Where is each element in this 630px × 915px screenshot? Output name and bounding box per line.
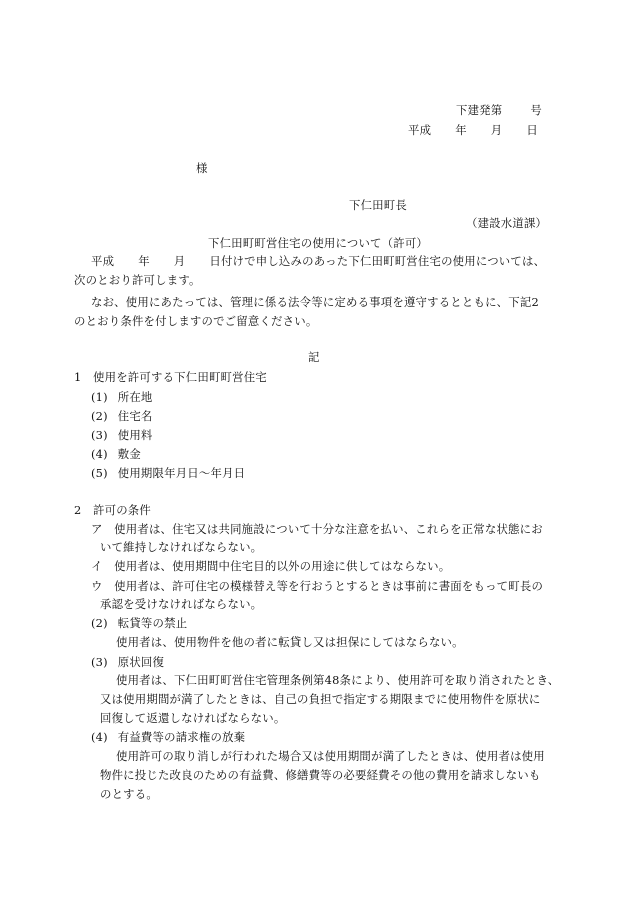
issuer-department: （建設水道課）	[466, 216, 548, 230]
p1-era: 平成	[91, 254, 115, 268]
section-1-item	[91, 389, 153, 405]
p1-year: 年	[138, 254, 150, 268]
condition-i-line-1: イ 使用者は、使用期間中住宅目的以外の用途に供してはならない。	[91, 559, 451, 573]
document-subject: 下仁田町町営住宅の使用について（許可）	[208, 236, 428, 250]
condition-u-line-1: ウ 使用者は、許可住宅の模様替え等を行おうとするときは事前に書面をもって町長の	[91, 579, 544, 593]
condition-u-line-2: 承認を受けなければならない。	[100, 597, 263, 611]
condition-3-line-1: 使用者は、下仁田町町営住宅管理条例第48条により、使用許可を取り消されたとき、	[116, 673, 560, 687]
item-label: 使用期限年月日～年月日	[117, 466, 246, 480]
date-era: 平成	[408, 123, 432, 137]
document-number-suffix: 号	[530, 103, 542, 117]
section-1-item	[91, 427, 153, 443]
body-paragraph-1-line-2: 次のとおり許可します。	[74, 273, 201, 287]
section-1-item	[91, 446, 141, 462]
item-number: (4)	[91, 447, 108, 461]
document-number-prefix: 下建発第	[456, 103, 503, 117]
condition-3-title-text: 原状回復	[117, 655, 165, 669]
item-number: (3)	[91, 428, 108, 442]
condition-3-line-2: 又は使用期間が満了したときは、自己の負担で指定する期限までに使用物件を原状に	[100, 692, 541, 706]
date-year-unit: 年	[455, 123, 467, 137]
issue-date	[408, 122, 538, 138]
condition-3-line-3: 回復して返還しなければならない。	[100, 711, 286, 725]
item-number: (2)	[91, 409, 108, 423]
ki-heading: 記	[308, 350, 320, 364]
condition-3-number: (3)	[91, 655, 108, 669]
condition-4-line-3: のとする。	[100, 787, 158, 801]
section-1-item	[91, 408, 153, 424]
item-number: (5)	[91, 466, 108, 480]
item-label: 使用料	[117, 428, 153, 442]
body-paragraph-2-line-1: なお、使用にあたっては、管理に係る法令等に定める事項を遵守するとともに、下記2	[91, 295, 539, 309]
condition-3-title	[91, 654, 164, 670]
item-label: 敷金	[117, 447, 141, 461]
condition-2-title	[91, 615, 187, 631]
condition-4-number: (4)	[91, 730, 108, 744]
body-paragraph-2-line-2: のとおり条件を付しますのでご留意ください。	[74, 314, 318, 328]
condition-4-title-text: 有益費等の請求権の放棄	[117, 730, 246, 744]
section-2-heading: 2 許可の条件	[74, 503, 151, 517]
condition-4-title	[91, 729, 245, 745]
p1-line1-rest: 日付けで申し込みのあった下仁田町町営住宅の使用については、	[209, 254, 546, 268]
condition-2-line-1: 使用者は、使用物件を他の者に転貸し又は担保にしてはならない。	[116, 635, 464, 649]
document-number	[456, 102, 542, 118]
condition-a-line-2: いて維持しなければならない。	[100, 540, 263, 554]
issuer-name: 下仁田町長	[349, 198, 407, 212]
date-month-unit: 月	[490, 123, 503, 137]
condition-4-line-2: 物件に投じた改良のための有益費、修繕費等の必要経費その他の費用を請求しないも	[100, 768, 541, 782]
addressee-suffix: 様	[196, 161, 208, 175]
section-1-heading: 1 使用を許可する下仁田町町営住宅	[74, 370, 267, 384]
condition-4-line-1: 使用許可の取り消しが行われた場合又は使用期間が満了したときは、使用者は使用	[116, 749, 545, 763]
date-day-unit: 日	[526, 123, 538, 137]
body-paragraph-1-line-1	[91, 253, 545, 269]
item-number: (1)	[91, 390, 108, 404]
item-label: 住宅名	[117, 409, 153, 423]
condition-a-line-1: ア 使用者は、住宅又は共同施設について十分な注意を払い、これらを正常な状態にお	[91, 522, 543, 536]
section-1-item	[91, 465, 245, 481]
condition-2-title-text: 転貸等の禁止	[117, 616, 188, 630]
p1-month: 月	[173, 254, 186, 268]
condition-2-number: (2)	[91, 616, 108, 630]
item-label: 所在地	[117, 390, 153, 404]
